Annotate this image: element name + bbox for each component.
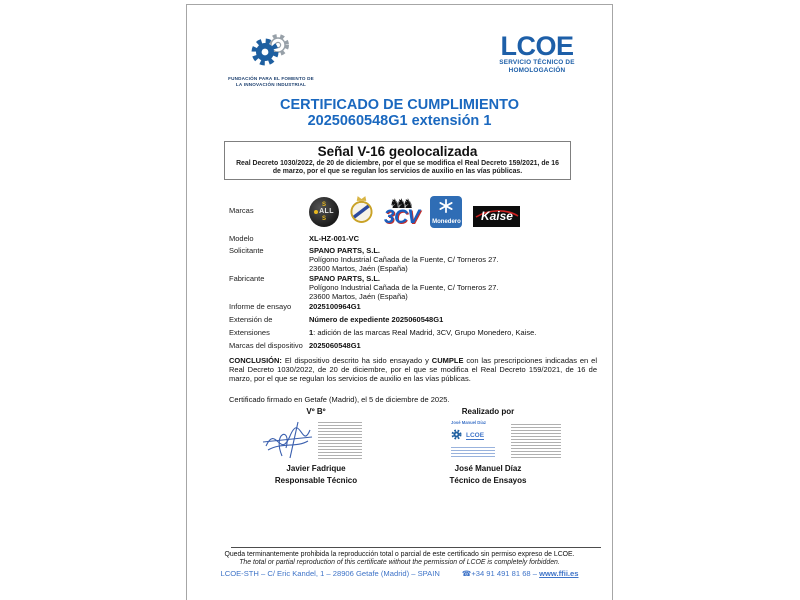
- signed-statement: Certificado firmado en Getafe (Madrid), el 5 de diciembre de 2025.: [229, 395, 450, 404]
- field-row-marcas-dispositivo: [229, 341, 599, 350]
- product-regulation: Real Decreto 1030/2022, de 20 de diciembre, por el que se modifica el Real Decreto 159/2021, de 16 de marzo, por el que se regulan los servicios de auxilio en las vías públicas.: [236, 160, 559, 176]
- sos-all-text: ALL: [319, 208, 334, 215]
- field-label: Solicitante: [229, 246, 264, 255]
- footer-phone: +34 91 491 81 68: [471, 569, 531, 578]
- signer-name: Javier Fadrique: [286, 464, 346, 473]
- document-title-line2: 2025060548G1 extensión 1: [307, 113, 492, 129]
- extension-description: : adición de las marcas Real Madrid, 3CV, Grupo Monedero, Kaise.: [313, 328, 537, 337]
- website-link[interactable]: www.ffii.es: [539, 569, 579, 578]
- field-row-modelo: [229, 234, 599, 243]
- foundation-name-line1: FUNDACIÓN PARA EL FOMENTO DE: [228, 76, 314, 81]
- sos-all-logo: [309, 197, 339, 227]
- foundation-logo: [211, 31, 331, 87]
- applicant-address-line1: Polígono Industrial Cañada de la Fuente, C/ Torneros 27.: [309, 255, 499, 264]
- conclusion-cumple: CUMPLE: [431, 356, 464, 365]
- signer-name: José Manuel Díaz: [454, 464, 522, 473]
- lcoe-logo: [495, 33, 579, 74]
- certificate-page: [186, 4, 613, 600]
- snowflake-icon: [438, 199, 454, 218]
- field-value: Número de expediente 2025060548G1: [309, 315, 444, 324]
- footer-notice-es: Queda terminantemente prohibida la reproducción total o parcial de este certificado sin permiso expreso de LCOE.: [224, 551, 575, 558]
- brands-row: [187, 194, 612, 234]
- signer-role: Responsable Técnico: [274, 475, 358, 485]
- field-row-solicitante: [229, 246, 599, 273]
- field-row-informe: [229, 302, 599, 311]
- applicant-address-line2: 23600 Martos, Jaén (España): [309, 264, 408, 273]
- phone-icon: ☎: [461, 569, 472, 578]
- conclusion-text-2: con las prescripciones indicadas en el Real Decreto 1030/2022, de 20 de diciembre, por el que se modifica el Real Decreto 159/2021, de 16 de marzo, por el que se regulan los servicios de auxilio en las vías públicas.: [229, 356, 598, 383]
- footer-divider: [231, 547, 601, 548]
- field-label: Marcas del dispositivo: [229, 341, 303, 350]
- manufacturer-address-line2: 23600 Martos, Jaén (España): [309, 292, 408, 301]
- brands-label: Marcas: [229, 206, 254, 215]
- monedero-wordmark: Monedero: [432, 219, 461, 225]
- sos-all-bottom-letter: S: [321, 216, 326, 222]
- field-row-extensiones: [229, 328, 599, 337]
- gear-logo-icon: [248, 58, 294, 75]
- field-value: XL-HZ-001-VC: [309, 234, 360, 243]
- foundation-name-line2: LA INNOVACIÓN INDUSTRIAL: [235, 81, 307, 87]
- conclusion-text-1: El dispositivo descrito ha sido ensayado y: [281, 356, 432, 365]
- conclusion-lead: CONCLUSIÓN:: [229, 356, 282, 365]
- stamp-lcoe-wordmark: LCOE: [466, 432, 485, 439]
- cv3-logo: [384, 195, 420, 228]
- field-label: Extensión de: [229, 315, 273, 324]
- signature-right-header: Realizado por: [461, 407, 515, 416]
- monedero-logo: [430, 196, 462, 228]
- field-label: Modelo: [229, 234, 254, 243]
- document-title-line1: CERTIFICADO DE CUMPLIMIENTO: [280, 97, 519, 113]
- sos-all-top-letter: S: [321, 202, 326, 208]
- lcoe-subtitle-line2: HOMOLOGACIÓN: [508, 66, 566, 74]
- real-madrid-crest-icon: [350, 194, 373, 230]
- stamp-signer-name: José Manuel Díaz: [451, 420, 486, 425]
- field-row-fabricante: [229, 274, 599, 301]
- digital-signature-details: [511, 424, 561, 458]
- signature-left-header: Vº Bº: [306, 407, 326, 416]
- field-value: 2025060548G1: [309, 341, 361, 350]
- manufacturer-name: SPANO PARTS, S.L.: [309, 274, 380, 283]
- conclusion-paragraph: [229, 357, 597, 383]
- kaise-wordmark: Kaise: [480, 209, 513, 223]
- footer-separator-dash: –: [530, 569, 540, 578]
- footer-notice-en: The total or partial reproduction of this certificate without the permission of LCOE is completely forbidden.: [239, 559, 560, 566]
- sos-all-dot-icon: [314, 210, 318, 214]
- signer-role: Técnico de Ensayos: [449, 475, 527, 485]
- field-label: Fabricante: [229, 274, 265, 283]
- field-label: Informe de ensayo: [229, 302, 292, 311]
- lcoe-wordmark: LCOE: [500, 31, 574, 61]
- field-label: Extensiones: [229, 328, 270, 337]
- lcoe-subtitle-line1: SERVICIO TÉCNICO DE: [499, 59, 575, 66]
- brand-logos: [309, 194, 520, 230]
- footer-address: LCOE-STH – C/ Eric Kandel, 1 – 28906 Getafe (Madrid) – SPAIN: [220, 569, 440, 578]
- signature-left: [216, 407, 416, 485]
- field-row-extension-de: [229, 315, 599, 324]
- extension-number: 1: [309, 328, 314, 337]
- certificate-fields: [229, 234, 599, 356]
- horses-icon: ♞♞♞: [389, 195, 410, 211]
- manufacturer-address-line1: Polígono Industrial Cañada de la Fuente, C/ Torneros 27.: [309, 283, 499, 292]
- handwritten-signature-icon: [260, 420, 316, 465]
- document-title: [187, 97, 612, 129]
- cv3-wordmark: 3CV: [384, 206, 420, 228]
- signature-right: [398, 407, 578, 485]
- footer-contact-line: [187, 569, 612, 578]
- stamp-text-lines: [451, 447, 495, 459]
- applicant-name: SPANO PARTS, S.L.: [309, 246, 380, 255]
- digital-stamp: [451, 420, 507, 459]
- digital-signature-details: [318, 422, 362, 460]
- field-value: 2025100964G1: [309, 302, 361, 311]
- product-box: [224, 141, 571, 180]
- stamp-gear-icon: [451, 427, 462, 445]
- kaise-logo: [473, 206, 520, 227]
- product-title: Señal V-16 geolocalizada: [317, 144, 478, 159]
